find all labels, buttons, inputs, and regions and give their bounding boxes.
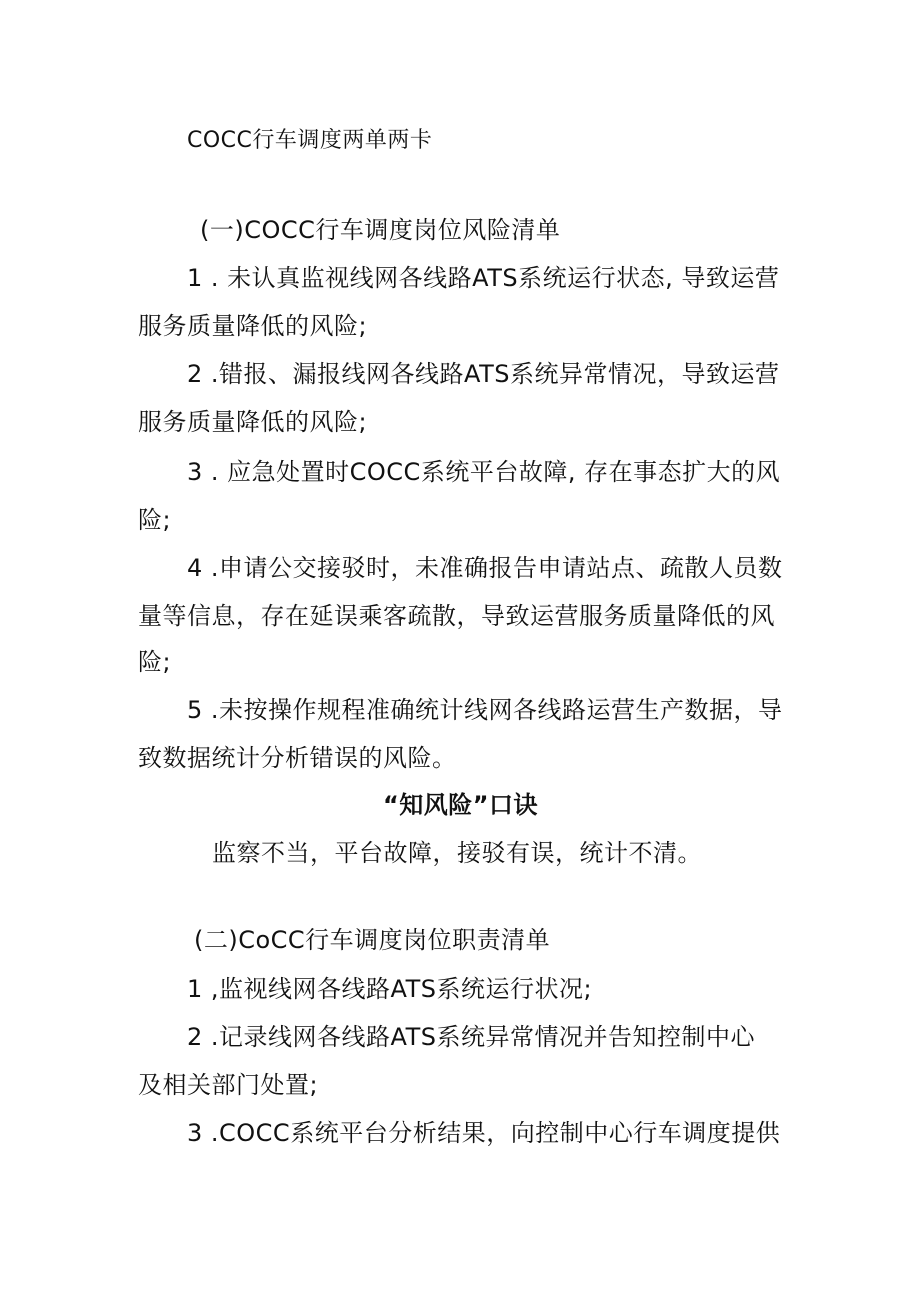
section2-heading: (二)CoCC行车调度岗位职责清单 bbox=[194, 926, 551, 954]
duty-item-3-line-1: 3 .COCC系统平台分析结果，向控制中心行车调度提供 bbox=[187, 1119, 781, 1147]
risk-item-1-line-1: 1 . 未认真监视线网各线路ATS系统运行状态, 导致运营 bbox=[187, 264, 780, 292]
mnemonic-title: “知风险”口诀 bbox=[383, 791, 539, 819]
risk-item-2-line-1: 2 .错报、漏报线网各线路ATS系统异常情况，导致运营 bbox=[187, 360, 780, 388]
duty-item-1-line-1: 1 ,监视线网各线路ATS系统运行状况; bbox=[187, 975, 593, 1003]
risk-item-2-line-2: 服务质量降低的风险; bbox=[138, 408, 368, 436]
risk-item-3-line-2: 险; bbox=[138, 506, 172, 534]
risk-item-4-line-3: 险; bbox=[138, 648, 172, 676]
risk-item-1-line-2: 服务质量降低的风险; bbox=[138, 312, 368, 340]
duty-item-2-line-2: 及相关部门处置; bbox=[138, 1071, 319, 1099]
duty-item-2-line-1: 2 .记录线网各线路ATS系统异常情况并告知控制中心 bbox=[187, 1023, 755, 1051]
mnemonic-text: 监察不当，平台故障，接驳有误，统计不清。 bbox=[212, 839, 702, 867]
section1-heading: (一)COCC行车调度岗位风险清单 bbox=[200, 216, 561, 244]
risk-item-3-line-1: 3 . 应急处置时COCC系统平台故障, 存在事态扩大的风 bbox=[187, 458, 781, 486]
risk-item-4-line-1: 4 .申请公交接驳时，未准确报告申请站点、疏散人员数 bbox=[187, 554, 783, 582]
risk-item-4-line-2: 量等信息，存在延误乘客疏散，导致运营服务质量降低的风 bbox=[138, 602, 775, 630]
risk-item-5-line-1: 5 .未按操作规程准确统计线网各线路运营生产数据，导 bbox=[187, 696, 783, 724]
risk-item-5-line-2: 致数据统计分析错误的风险。 bbox=[138, 744, 457, 772]
doc-title: COCC行车调度两单两卡 bbox=[187, 128, 433, 153]
